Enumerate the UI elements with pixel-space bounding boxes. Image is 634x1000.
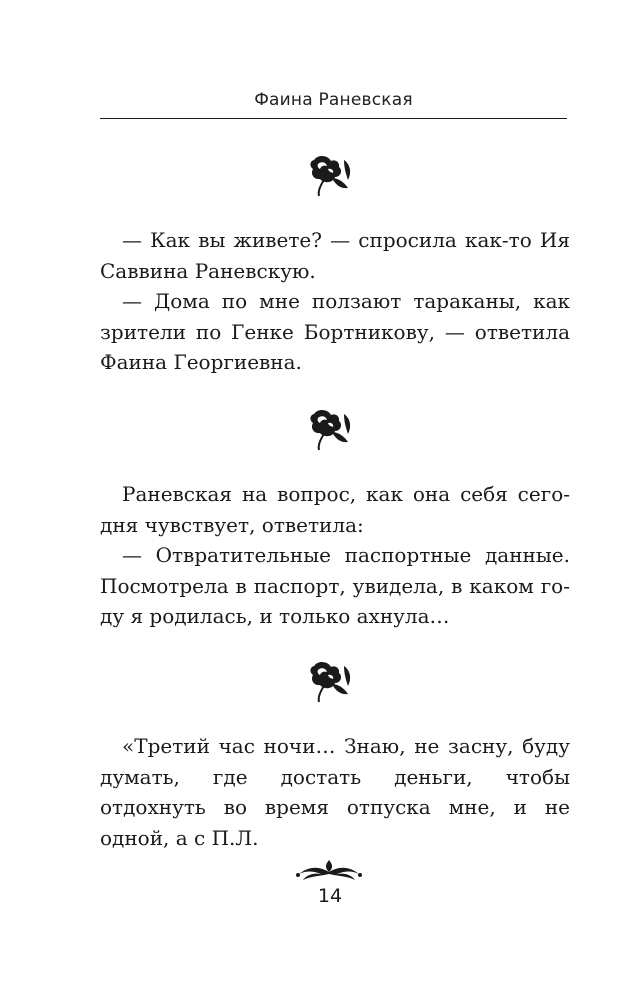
header-rule xyxy=(100,118,567,119)
anecdote-2-answer: — Отвратительные паспортные данные. Посмотрела в паспорт, увидела, в каком году я родилась, и только ахнула… xyxy=(100,543,570,628)
anecdote-2 xyxy=(100,479,570,632)
page-number: 14 xyxy=(317,885,343,907)
rose-flower-icon xyxy=(304,406,354,452)
anecdote-1 xyxy=(100,225,570,378)
anecdote-1-question: — Как вы живете? — спросила как-то Ия Саввина Раневскую. xyxy=(100,228,570,283)
anecdote-2-intro: Раневская на вопрос, как она себя сегодня чувствует, ответила: xyxy=(100,482,570,537)
flourish-ornament-icon xyxy=(293,858,365,882)
anecdote-3-text: «Третий час ночи… Знаю, не засну, буду думать, где достать деньги, чтобы отдохнуть во время отпуска мне, и не одной, а с П.Л. xyxy=(100,734,570,850)
rose-flower-icon xyxy=(304,658,354,704)
rose-flower-icon xyxy=(304,152,354,198)
anecdote-3 xyxy=(100,731,570,853)
anecdote-1-answer: — Дома по мне ползают тараканы, как зрители по Генке Бортникову, — ответила Фаина Георгиевна. xyxy=(100,289,570,374)
running-head: Фаина Раневская xyxy=(254,90,413,110)
